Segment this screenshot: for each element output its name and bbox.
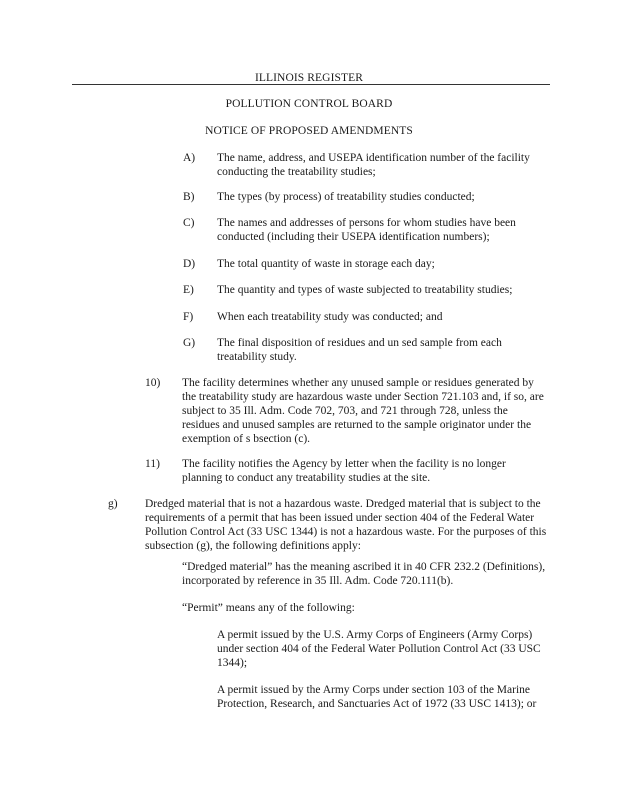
numbered-item-text: The facility notifies the Agency by letter when the facility is no longer planning to conduct any treatability studies at the site.: [182, 458, 506, 484]
register-title: ILLINOIS REGISTER: [254, 72, 364, 84]
numbered-item-label: 11): [145, 458, 160, 470]
definition-dredged-material: “Dredged material” has the meaning ascribed it in 40 CFR 232.2 (Definitions), incorporated by reference in 35 Ill. Adm. Code 720.111(b).: [182, 561, 546, 587]
list-item-label: G): [183, 337, 196, 349]
subsection-label: g): [108, 498, 118, 510]
list-item-text: When each treatability study was conducted; and: [217, 311, 443, 323]
list-item-text: The types (by process) of treatability studies conducted;: [217, 191, 475, 203]
board-title: POLLUTION CONTROL BOARD: [225, 98, 393, 110]
list-item-text: The total quantity of waste in storage each day;: [217, 258, 435, 270]
numbered-item-label: 10): [145, 377, 161, 389]
definition-permit: “Permit” means any of the following:: [182, 602, 355, 614]
permit-item: A permit issued by the Army Corps under section 103 of the Marine Protection, Research, and Sanctuaries Act of 1972 (33 USC 1413); or: [217, 684, 537, 710]
list-item-label: C): [183, 217, 195, 229]
list-item-label: F): [183, 311, 194, 323]
list-item-label: B): [183, 191, 195, 203]
header-rule: [72, 84, 550, 85]
list-item-label: A): [183, 152, 196, 164]
notice-title: NOTICE OF PROPOSED AMENDMENTS: [205, 125, 413, 137]
numbered-item-text: The facility determines whether any unused sample or residues generated by the treatability study are hazardous waste under Section 721.103 and, if so, are subject to 35 Ill. Adm. Code 702, 703, and 721 through 728, unless the residues and unused samples are returned to the sample originator under the exemption of s bsection (c).: [182, 377, 544, 445]
list-item-text: The names and addresses of persons for whom studies have been conducted (including their USEPA identification numbers);: [217, 217, 516, 243]
list-item-label: D): [183, 258, 196, 270]
list-item-text: The final disposition of residues and un sed sample from each treatability study.: [217, 337, 502, 363]
subsection-text: Dredged material that is not a hazardous waste. Dredged material that is subject to the requirements of a permit that has been issued under section 404 of the Federal Water Pollution Control Act (33 USC 1344) is not a hazardous waste. For the purposes of this subsection (g), the following definitions apply:: [145, 498, 547, 552]
list-item-text: The name, address, and USEPA identification number of the facility conducting the treatability studies;: [217, 152, 530, 178]
list-item-label: E): [183, 284, 194, 296]
permit-item: A permit issued by the U.S. Army Corps of Engineers (Army Corps) under section 404 of the Federal Water Pollution Control Act (33 USC 1344);: [217, 629, 541, 669]
list-item-text: The quantity and types of waste subjected to treatability studies;: [217, 284, 513, 296]
